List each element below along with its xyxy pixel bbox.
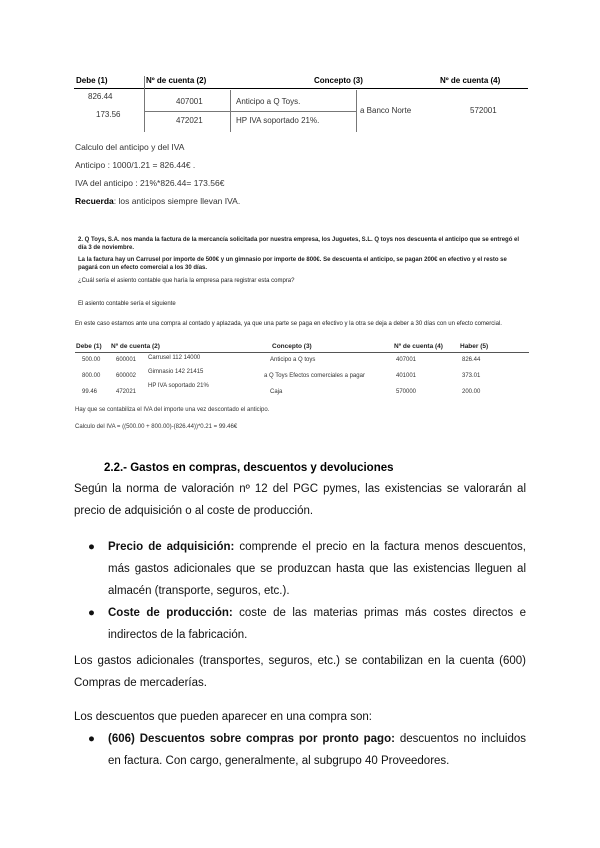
t2-header: Nº de cuenta (4) — [394, 343, 443, 350]
t2-cuenta-haber: 407001 — [396, 357, 417, 363]
list-item-title: (606) Descuentos sobre compras por pronto pago: — [108, 733, 395, 745]
concept-haber: a Banco Norte — [360, 106, 412, 115]
t2-haber: 826.44 — [462, 357, 481, 363]
recuerda-text: : los anticipos siempre llevan IVA. — [113, 196, 241, 206]
exercise-paragraph — [78, 256, 528, 272]
t2-concepto: HP IVA soportado 21% — [148, 383, 209, 389]
t2-cuenta-haber: 401001 — [396, 373, 417, 379]
concept-text: Anticipo a Q Toys. — [236, 97, 301, 106]
bullet-icon: ● — [88, 607, 95, 619]
section-intro: Según la norma de valoración nº 12 del PGC pymes, las existencias se valorarán al precio de adquisición o al coste de producción. — [74, 483, 526, 517]
bullet-icon: ● — [88, 541, 95, 553]
section-heading: 2.2.- Gastos en compras, descuentos y devoluciones — [104, 462, 394, 474]
t2-concepto-haber: a Q Toys Efectos comerciales a pagar — [264, 373, 365, 379]
list-item-text: coste de las materias primas más costes directos e indirectos de la fabricación. — [108, 607, 526, 641]
list-item — [74, 728, 526, 772]
list-item — [74, 602, 526, 646]
t2-cuenta-haber: 570000 — [396, 389, 417, 395]
account-number: 407001 — [176, 97, 203, 106]
valuation-list — [74, 536, 526, 646]
discount-list — [74, 728, 526, 772]
t2-cuenta: 600001 — [116, 357, 137, 363]
header-cuenta: Nº de cuenta (2) — [146, 76, 207, 85]
t2-haber: 200.00 — [462, 389, 481, 395]
t2-header: Debe (1) — [76, 343, 102, 350]
header-debe: Debe (1) — [76, 76, 108, 85]
note-line: IVA del anticipo : 21%*826.44= 173.56€ — [75, 178, 225, 188]
t2-concepto: Carrusel 112 14000 — [148, 355, 201, 361]
footnote: Calculo del IVA = ((500.00 + 800.00)-(826.44))*0.21 = 99.46€ — [75, 424, 238, 430]
list-item — [74, 536, 526, 602]
table-divider — [356, 90, 357, 132]
account-number: 472021 — [176, 116, 203, 125]
journal-table-header — [74, 75, 528, 89]
exercise-para2: La la factura hay un Carrusel por importe de 500€ y un gimnasio por importe de 800€. Se descuenta el anticipo, se pagan 200€ en efectivo y el resto se pagará con un efecto comercial a los 30 días. — [78, 257, 507, 271]
t2-header: Haber (5) — [460, 343, 489, 350]
table-divider — [144, 76, 145, 132]
debe-value: 826.44 — [88, 92, 113, 101]
bullet-icon: ● — [88, 733, 95, 745]
concept-text: HP IVA soportado 21%. — [236, 116, 320, 125]
t2-haber: 373.01 — [462, 373, 481, 379]
exercise-para1: 2. Q Toys, S.A. nos manda la factura de la mercancía solicitada por nuestra empresa, los Juguetes, S.L. Q toys nos descuenta el anticipo que se entregó el día 3 de noviembre. — [78, 237, 520, 251]
exercise-asiento: El asiento contable sería el siguiente — [78, 301, 176, 307]
account-haber: 572001 — [470, 106, 497, 115]
header-cuenta-haber: Nº de cuenta (4) — [440, 76, 501, 85]
t2-concepto: Gimnasio 142 21415 — [148, 369, 204, 375]
table-divider — [144, 111, 356, 112]
note-line: Calculo del anticipo y del IVA — [75, 142, 185, 152]
paragraph-descuentos: Los descuentos que pueden aparecer en una compra son: — [74, 711, 372, 723]
t2-concepto-haber: Caja — [270, 389, 283, 395]
debe-value: 173.56 — [96, 110, 121, 119]
paragraph-gastos: Los gastos adicionales (transportes, seguros, etc.) se contabilizan en la cuenta (600) Compras de mercaderías. — [74, 655, 526, 689]
t2-debe: 800.00 — [82, 373, 101, 379]
t2-debe: 99.46 — [82, 389, 98, 395]
list-item-title: Precio de adquisición: — [108, 541, 235, 553]
list-item-title: Coste de producción: — [108, 607, 233, 619]
recuerda-label: Recuerda — [75, 196, 114, 206]
t2-header: Concepto (3) — [272, 343, 312, 350]
t2-debe: 500.00 — [82, 357, 101, 363]
t2-cuenta: 472021 — [116, 389, 137, 395]
footnote: Hay que se contabiliza el IVA del importe una vez descontado el anticipo. — [75, 407, 270, 413]
exercise-question: ¿Cuál sería el asiento contable que haría la empresa para registrar esta compra? — [78, 278, 295, 284]
t2-header: Nº de cuenta (2) — [111, 343, 160, 350]
note-line: Anticipo : 1000/1.21 = 826.44€ . — [75, 160, 196, 170]
t2-concepto-haber: Anticipo a Q toys — [270, 357, 316, 363]
header-concepto: Concepto (3) — [314, 76, 363, 85]
t2-cuenta: 600002 — [116, 373, 137, 379]
list-item-text: descuentos no incluidos en factura. Con cargo, generalmente, al subgrupo 40 Proveedores. — [108, 733, 527, 767]
exercise-paragraph — [78, 236, 528, 252]
t2-header-rule — [75, 352, 529, 353]
recuerda-note — [75, 196, 240, 206]
list-item-text: comprende el precio en la factura menos descuentos, más gastos adicionales que se produzcan hasta que las existencias lleguen al almacén (transporte, seguros, etc.). — [108, 541, 526, 597]
exercise-explanation: En este caso estamos ante una compra al contado y aplazada, ya que una parte se paga en efectivo y la otra se deja a deber a 30 días con un efecto comercial. — [75, 321, 502, 327]
